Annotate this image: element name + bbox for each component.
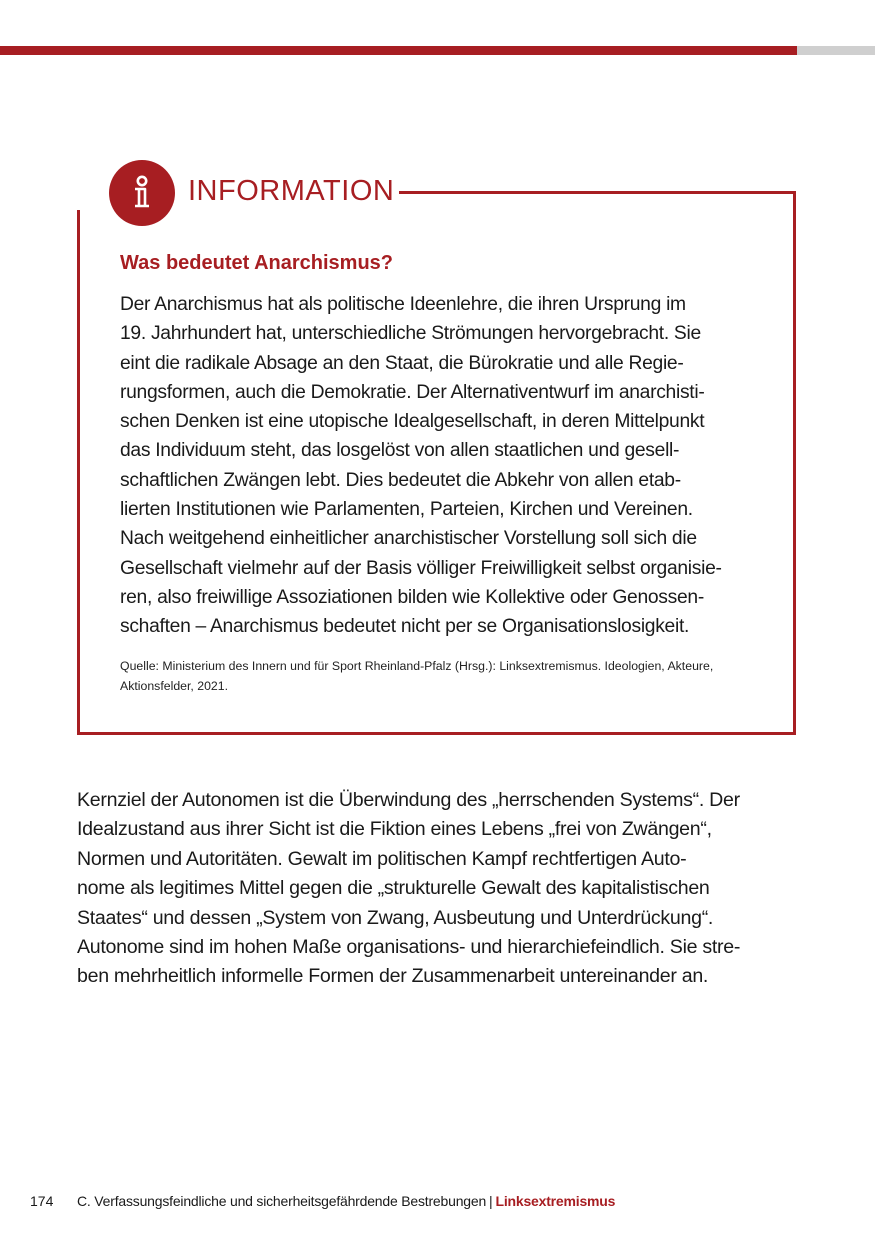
info-icon xyxy=(109,160,175,226)
page-footer xyxy=(0,1190,875,1212)
information-title: INFORMATION xyxy=(188,175,395,207)
text-line: schen Denken ist eine utopische Idealgesellschaft, in deren Mittelpunkt xyxy=(120,411,705,433)
text-line: Gesellschaft vielmehr auf der Basis völliger Freiwilligkeit selbst organisie- xyxy=(120,557,722,579)
paragraph-line: Autonome sind im hohen Maße organisations- und hierarchiefeindlich. Sie stre- xyxy=(77,936,741,959)
top-accent-bar xyxy=(0,46,797,55)
text-line: 19. Jahrhundert hat, unterschiedliche Strömungen hervorgebracht. Sie xyxy=(120,323,701,345)
information-heading: Was bedeutet Anarchismus? xyxy=(120,252,394,274)
source-line: Quelle: Ministerium des Innern und für Sport Rheinland-Pfalz (Hrsg.): Linksextremismus. Ideologien, Akteure, xyxy=(120,659,714,673)
paragraph-line: nome als legitimes Mittel gegen die „strukturelle Gewalt des kapitalistischen xyxy=(77,877,710,900)
footer-chapter-title xyxy=(77,1190,615,1212)
text-line: Der Anarchismus hat als politische Ideenlehre, die ihren Ursprung im xyxy=(120,294,686,315)
paragraph-line: Staates“ und dessen „System von Zwang, Ausbeutung und Unterdrückung“. xyxy=(77,906,714,929)
text-line: ren, also freiwillige Assoziationen bilden wie Kollektive oder Genossen- xyxy=(120,586,704,608)
footer-separator: | xyxy=(489,1193,493,1209)
section-name: Linksextremismus xyxy=(495,1193,616,1209)
text-line: schaften – Anarchismus bedeutet nicht per se Organisationslosigkeit. xyxy=(120,616,690,638)
text-line: Nach weitgehend einheitlicher anarchistischer Vorstellung soll sich die xyxy=(120,528,697,550)
text-line: schaftlichen Zwängen lebt. Dies bedeutet die Abkehr von allen etab- xyxy=(120,469,681,491)
text-line: eint die radikale Absage an den Staat, die Bürokratie und alle Regie- xyxy=(120,352,684,374)
body-paragraph xyxy=(77,786,817,992)
paragraph-line: Kernziel der Autonomen ist die Überwindung des „herrschenden Systems“. Der xyxy=(77,789,740,811)
chapter-name: C. Verfassungsfeindliche und sicherheitsgefährdende Bestrebungen xyxy=(77,1193,487,1209)
text-line: rungsformen, auch die Demokratie. Der Alternativentwurf im anarchisti- xyxy=(120,381,705,403)
paragraph-line: Idealzustand aus ihrer Sicht ist die Fiktion eines Lebens „frei von Zwängen“, xyxy=(77,818,712,841)
paragraph-line: Normen und Autoritäten. Gewalt im politischen Kampf rechtfertigen Auto- xyxy=(77,847,687,870)
source-line: Aktionsfelder, 2021. xyxy=(120,679,229,693)
page-number: 174 xyxy=(30,1193,54,1209)
text-line: das Individuum steht, das losgelöst von allen staatlichen und gesell- xyxy=(120,440,680,462)
text-line: lierten Institutionen wie Parlamenten, Parteien, Kirchen und Vereinen. xyxy=(120,499,693,521)
paragraph-line: ben mehrheitlich informelle Formen der Zusammenarbeit untereinander an. xyxy=(77,965,709,988)
source-citation xyxy=(120,656,780,696)
information-text xyxy=(120,290,780,642)
top-gray-bar xyxy=(797,46,875,55)
